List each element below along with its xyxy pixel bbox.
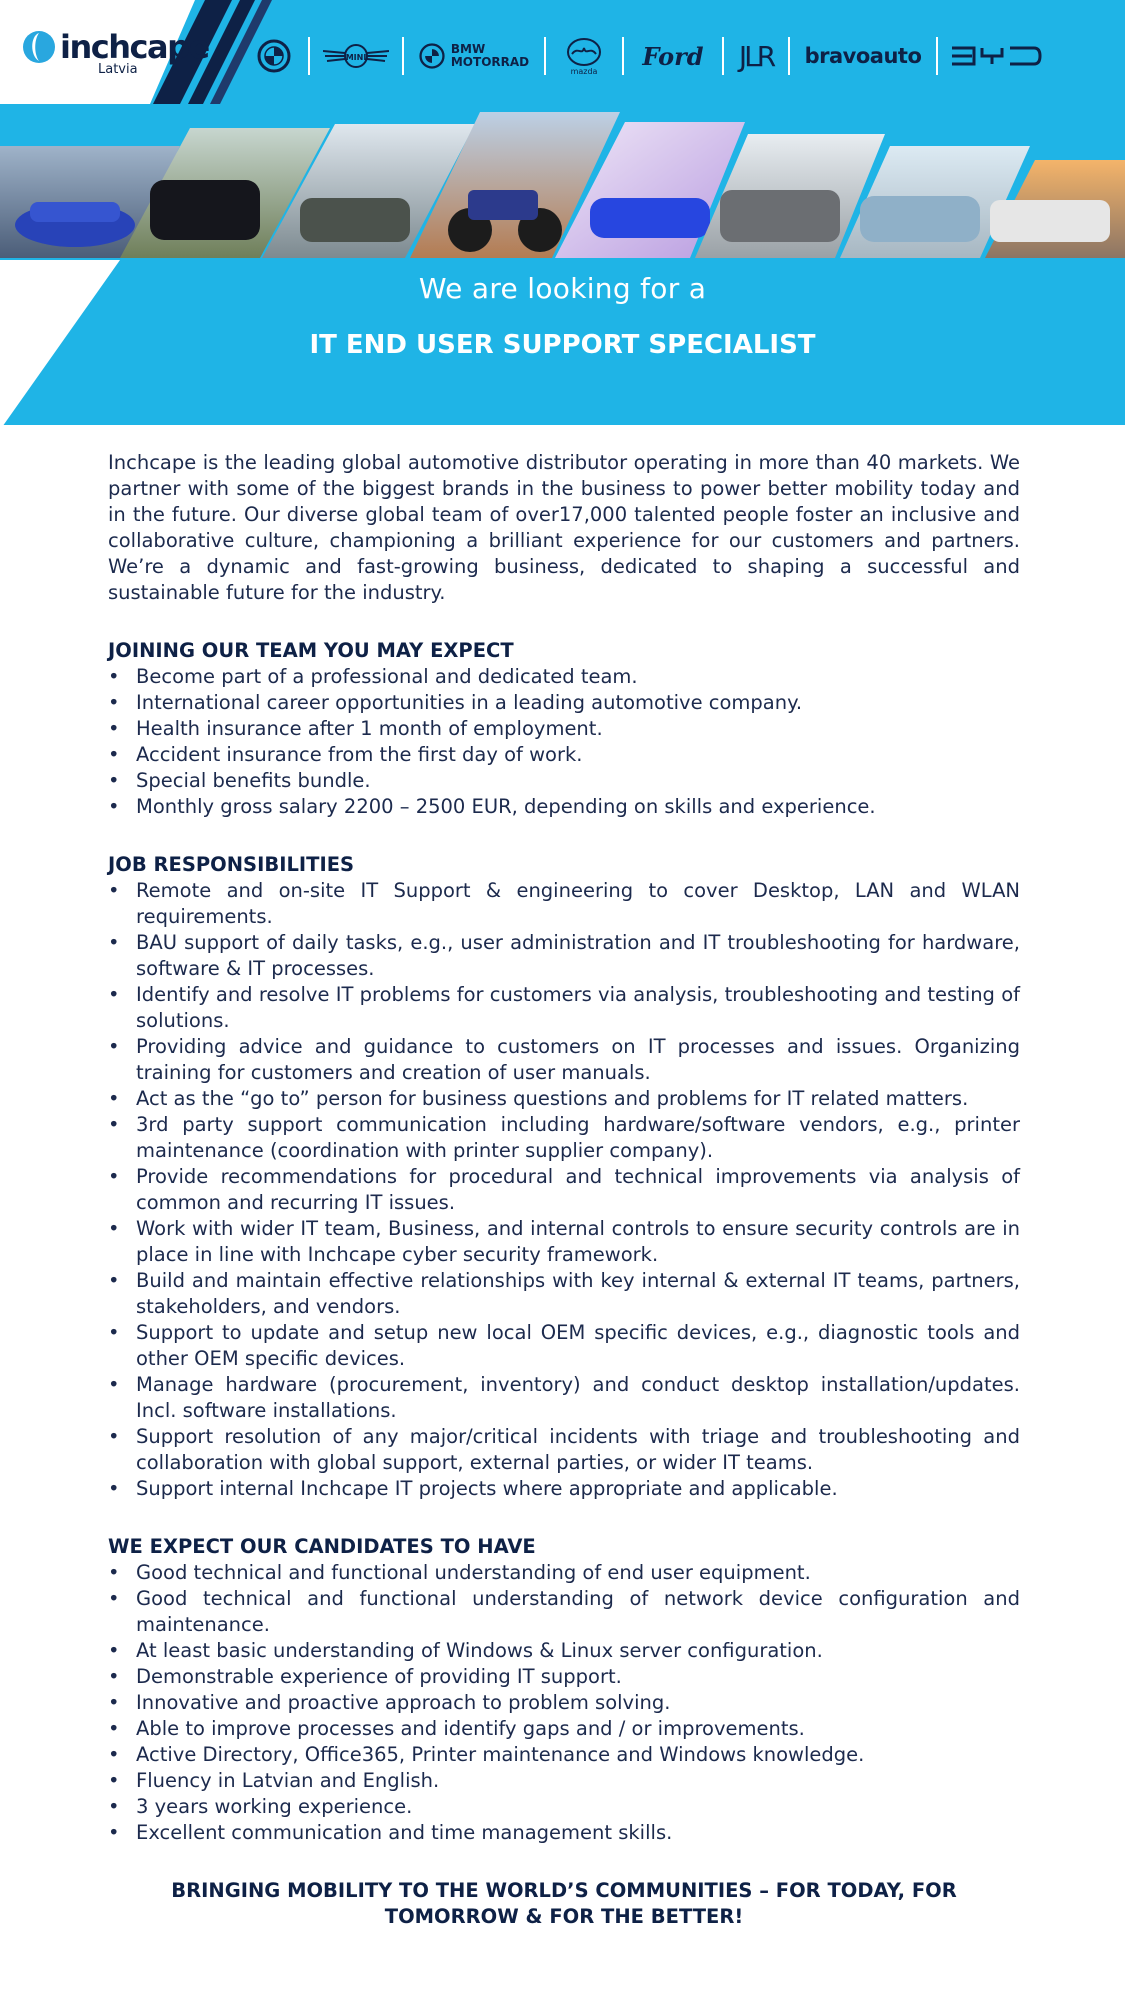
list-item: • Good technical and functional understanding of end user equipment.	[108, 1560, 1020, 1586]
requirements-list	[108, 1560, 1020, 1846]
list-item: • Providing advice and guidance to customers on IT processes and issues. Organizing training for customers and creation of user manuals.	[108, 1034, 1020, 1086]
list-item: • At least basic understanding of Windows & Linux server configuration.	[108, 1638, 1020, 1664]
list-item: • 3rd party support communication including hardware/software vendors, e.g., printer maintenance (coordination with printer supplier company).	[108, 1112, 1020, 1164]
brand-divider	[936, 37, 938, 75]
list-item: • Able to improve processes and identify gaps and / or improvements.	[108, 1716, 1020, 1742]
brand-divider	[722, 37, 724, 75]
brand-logo-row	[250, 28, 1110, 84]
closing-slogan: BRINGING MOBILITY TO THE WORLD’S COMMUNITIES – FOR TODAY, FOR TOMORROW & FOR THE BETTER!	[171, 1879, 957, 1928]
list-item: • Act as the “go to” person for business questions and problems for IT related matters.	[108, 1086, 1020, 1112]
list-item: • Monthly gross salary 2200 – 2500 EUR, depending on skills and experience.	[108, 794, 1020, 820]
section-benefits	[108, 638, 1020, 820]
list-item: • Build and maintain effective relationships with key internal & external IT teams, partners, stakeholders, and vendors.	[108, 1268, 1020, 1320]
section-responsibilities	[108, 852, 1020, 1502]
list-item: • BAU support of daily tasks, e.g., user administration and IT troubleshooting for hardware, software & IT processes.	[108, 930, 1020, 982]
inchcape-swirl-icon	[22, 30, 56, 64]
list-item: • International career opportunities in a leading automotive company.	[108, 690, 1020, 716]
list-item: • Accident insurance from the first day of work.	[108, 742, 1020, 768]
list-item: • Excellent communication and time management skills.	[108, 1820, 1020, 1846]
ford-oval-icon[interactable]: Ford	[642, 41, 704, 71]
section-title: JOINING OUR TEAM YOU MAY EXPECT	[108, 639, 514, 662]
list-item: • Innovative and proactive approach to problem solving.	[108, 1690, 1020, 1716]
list-item: • Identify and resolve IT problems for customers via analysis, troubleshooting and testing of solutions.	[108, 982, 1020, 1034]
list-item: • Support internal Inchcape IT projects where appropriate and applicable.	[108, 1476, 1020, 1502]
list-item: • Demonstrable experience of providing IT support.	[108, 1664, 1020, 1690]
inchcape-logo[interactable]	[22, 30, 209, 77]
list-item: • Good technical and functional understanding of network device configuration and maintenance.	[108, 1586, 1020, 1638]
logo-wordmark: inchcape	[60, 28, 209, 66]
section-title: JOB RESPONSIBILITIES	[108, 853, 355, 876]
list-item: • Manage hardware (procurement, inventory) and conduct desktop installation/updates. Incl. software installations.	[108, 1372, 1020, 1424]
bmw-motorrad-icon[interactable]: BMW MOTORRAD	[414, 28, 534, 84]
svg-text:MINI: MINI	[345, 53, 367, 62]
job-description	[108, 450, 1020, 1930]
list-item: • Special benefits bundle.	[108, 768, 1020, 794]
brand-divider	[308, 37, 310, 75]
list-item: • Health insurance after 1 month of employment.	[108, 716, 1020, 742]
header-banner	[0, 0, 1125, 430]
company-intro: Inchcape is the leading global automotive distributor operating in more than 40 markets. We partner with some of the biggest brands in the business to power better mobility today and in the future. Our diverse global team of over17,000 talented people foster an inclusive and collaborative culture, championing a brilliant experience for our customers and partners. We’re a dynamic and fast-growing business, dedicated to shaping a successful and sustainable future for the industry.	[108, 451, 1020, 604]
byd-logo-icon[interactable]	[948, 28, 1044, 84]
svg-text:mazda: mazda	[570, 67, 598, 76]
list-item: • Fluency in Latvian and English.	[108, 1768, 1020, 1794]
section-title: WE EXPECT OUR CANDIDATES TO HAVE	[108, 1535, 536, 1558]
list-item: • Support to update and setup new local OEM specific devices, e.g., diagnostic tools and other OEM specific devices.	[108, 1320, 1020, 1372]
mini-wings-icon[interactable]	[320, 28, 392, 84]
list-item: • Active Directory, Office365, Printer maintenance and Windows knowledge.	[108, 1742, 1020, 1768]
logo-country: Latvia	[98, 62, 138, 77]
job-title: IT END USER SUPPORT SPECIALIST	[309, 330, 816, 360]
brand-divider	[788, 37, 790, 75]
list-item: • Provide recommendations for procedural and technical improvements via analysis of common and recurring IT issues.	[108, 1164, 1020, 1216]
benefits-list	[108, 664, 1020, 820]
list-item: • Work with wider IT team, Business, and internal controls to ensure security controls are in place in line with Inchcape cyber security framework.	[108, 1216, 1020, 1268]
brand-divider	[544, 37, 546, 75]
list-item: • Remote and on-site IT Support & engineering to cover Desktop, LAN and WLAN requirements.	[108, 878, 1020, 930]
brand-divider	[402, 37, 404, 75]
responsibilities-list	[108, 878, 1020, 1502]
list-item: • 3 years working experience.	[108, 1794, 1020, 1820]
hero-subtitle: We are looking for a	[418, 272, 707, 305]
mazda-logo-icon[interactable]	[556, 28, 612, 84]
jlr-logo-icon[interactable]: JLR	[738, 39, 774, 73]
list-item: • Support resolution of any major/critical incidents with triage and troubleshooting and collaboration with global support, external parties, or wider IT teams.	[108, 1424, 1020, 1476]
section-requirements	[108, 1534, 1020, 1846]
bravoauto-wordmark[interactable]: bravoauto	[804, 44, 922, 68]
list-item: • Become part of a professional and dedicated team.	[108, 664, 1020, 690]
bmw-roundel-icon[interactable]	[250, 28, 298, 84]
brand-divider	[622, 37, 624, 75]
